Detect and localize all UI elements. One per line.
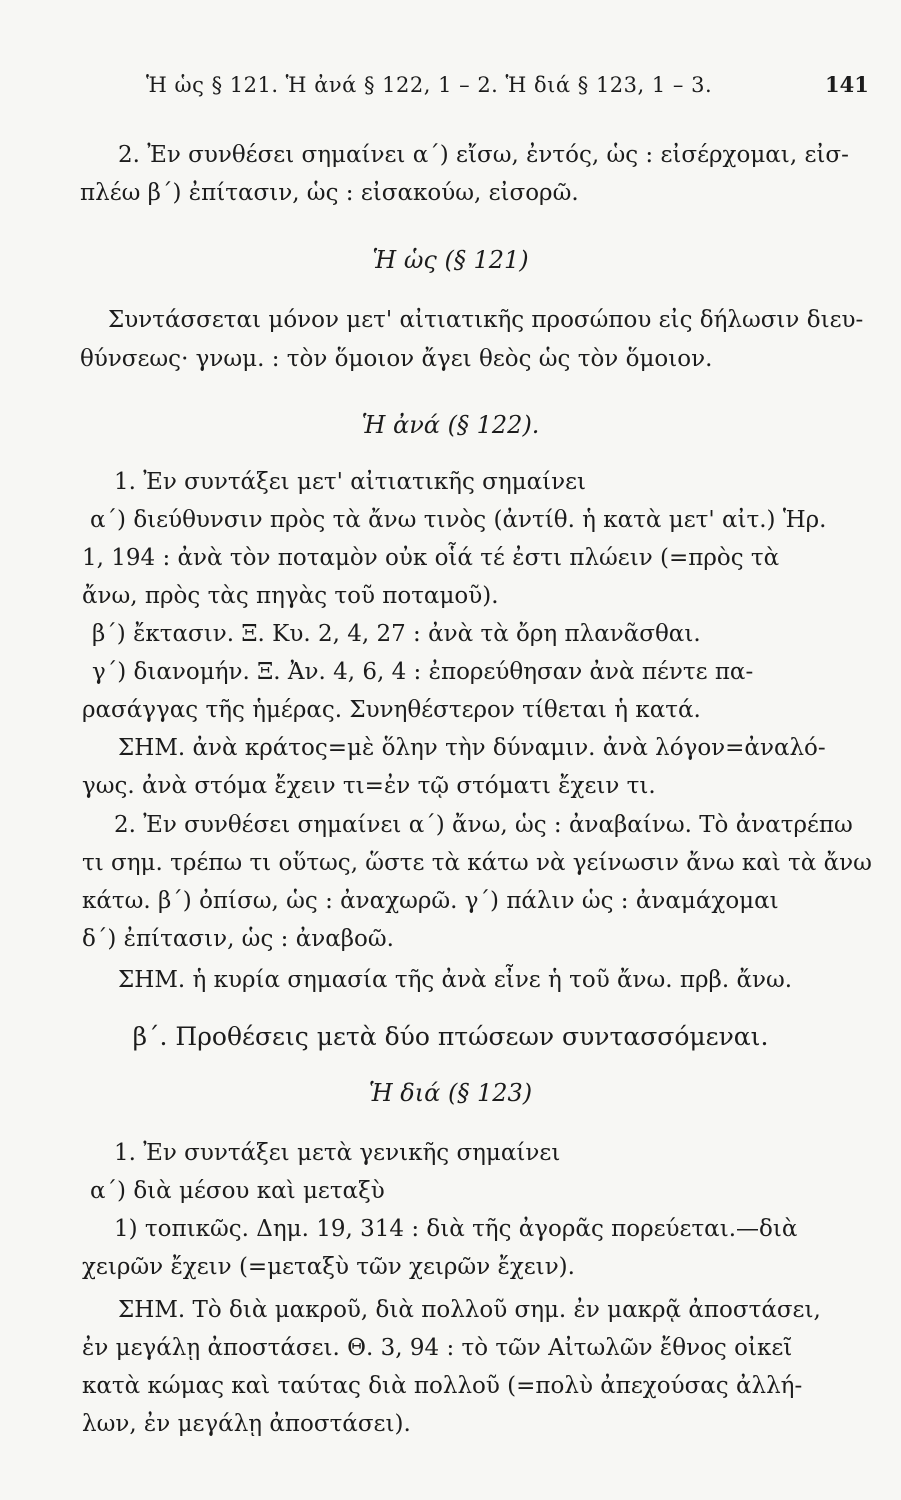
text-line: τι σημ. τρέπω τι οὕτως, ὥστε τὰ κάτω νὰ γείνωσιν ἄνω καὶ τὰ ἄνω [82, 850, 872, 876]
text-line: Συντάσσεται μόνον μετ' αἰτιατικῆς προσώπου εἰς δήλωσιν διευ- [108, 307, 864, 333]
text-line: λων, ἐν μεγάλῃ ἀποστάσει). [82, 1411, 411, 1437]
text-line: ἄνω, πρὸς τὰς πηγὰς τοῦ ποταμοῦ). [82, 583, 499, 609]
text-line: β΄) ἔκτασιν. Ξ. Κυ. 2, 4, 27 : ἀνὰ τὰ ὄρη πλανᾶσθαι. [92, 621, 701, 647]
text-line: 1. Ἐν συντάξει μετὰ γενικῆς σημαίνει [114, 1140, 561, 1166]
text-line: α΄) διὰ μέσου καὶ μεταξὺ [90, 1178, 385, 1204]
section-heading: Ἡ ὡς (§ 121) [372, 246, 529, 274]
text-line: γ΄) διανομήν. Ξ. Ἀν. 4, 6, 4 : ἐπορεύθησαν ἀνὰ πέντε πα- [92, 659, 754, 685]
text-line: κάτω. β΄) ὀπίσω, ὡς : ἀναχωρῶ. γ΄) πάλιν ὡς : ἀναμάχομαι [82, 888, 779, 914]
text-line: ΣΗΜ. Τὸ διὰ μακροῦ, διὰ πολλοῦ σημ. ἐν μακρᾷ ἀποστάσει, [118, 1297, 821, 1323]
text-line: θύνσεως· γνωμ. : τὸν ὅμοιον ἄγει θεὸς ὡς τὸν ὅμοιον. [80, 346, 713, 372]
section-heading: Ἡ διά (§ 123) [368, 1079, 533, 1107]
text-line: πλέω β΄) ἐπίτασιν, ὡς : εἰσακούω, εἰσορῶ. [80, 180, 579, 206]
text-line: 2. Ἐν συνθέσει σημαίνει α΄) εἴσω, ἐντός, ὡς : εἰσέρχομαι, εἰσ- [118, 142, 849, 168]
text-line: γως. ἀνὰ στόμα ἔχειν τι=ἐν τῷ στόματι ἔχειν τι. [82, 773, 656, 799]
text-line: δ΄) ἐπίτασιν, ὡς : ἀναβοῶ. [82, 926, 394, 952]
section-heading: Ἡ ἀνά (§ 122). [361, 411, 540, 439]
text-line: 1. Ἐν συντάξει μετ' αἰτιατικῆς σημαίνει [114, 469, 587, 495]
text-line: ΣΗΜ. ἀνὰ κράτος=μὲ ὅλην τὴν δύναμιν. ἀνὰ λόγον=ἀναλό- [118, 735, 826, 761]
text-line: 1) τοπικῶς. Δημ. 19, 314 : διὰ τῆς ἀγορᾶς πορεύεται.—διὰ [114, 1216, 798, 1242]
text-line: 1, 194 : ἀνὰ τὸν ποταμὸν οὐκ οἷά τέ ἐστι πλώειν (=πρὸς τὰ [82, 545, 780, 571]
section-heading: β΄. Προθέσεις μετὰ δύο πτώσεων συντασσόμεναι. [132, 1022, 769, 1051]
text-line: ρασάγγας τῆς ἡμέρας. Συνηθέστερον τίθεται ἡ κατά. [82, 697, 701, 723]
text-line: χειρῶν ἔχειν (=μεταξὺ τῶν χειρῶν ἔχειν). [82, 1254, 575, 1280]
text-line: ἐν μεγάλῃ ἀποστάσει. Θ. 3, 94 : τὸ τῶν Αἰτωλῶν ἔθνος οἰκεῖ [82, 1335, 793, 1361]
text-line: ΣΗΜ. ἡ κυρία σημασία τῆς ἀνὰ εἶνε ἡ τοῦ ἄνω. πρβ. ἄνω. [118, 967, 793, 993]
text-line: κατὰ κώμας καὶ ταύτας διὰ πολλοῦ (=πολὺ ἀπεχούσας ἀλλή- [82, 1373, 803, 1399]
page-number: 141 [825, 72, 869, 97]
running-header: Ἡ ὡς § 121. Ἡ ἀνά § 122, 1 – 2. Ἡ διά § 123, 1 – 3. [146, 73, 713, 97]
text-line: α΄) διεύθυνσιν πρὸς τὰ ἄνω τινὸς (ἀντίθ. ἡ κατὰ μετ' αἰτ.) Ἡρ. [90, 507, 827, 533]
text-line: 2. Ἐν συνθέσει σημαίνει α΄) ἄνω, ὡς : ἀναβαίνω. Τὸ ἀνατρέπω [114, 812, 853, 838]
